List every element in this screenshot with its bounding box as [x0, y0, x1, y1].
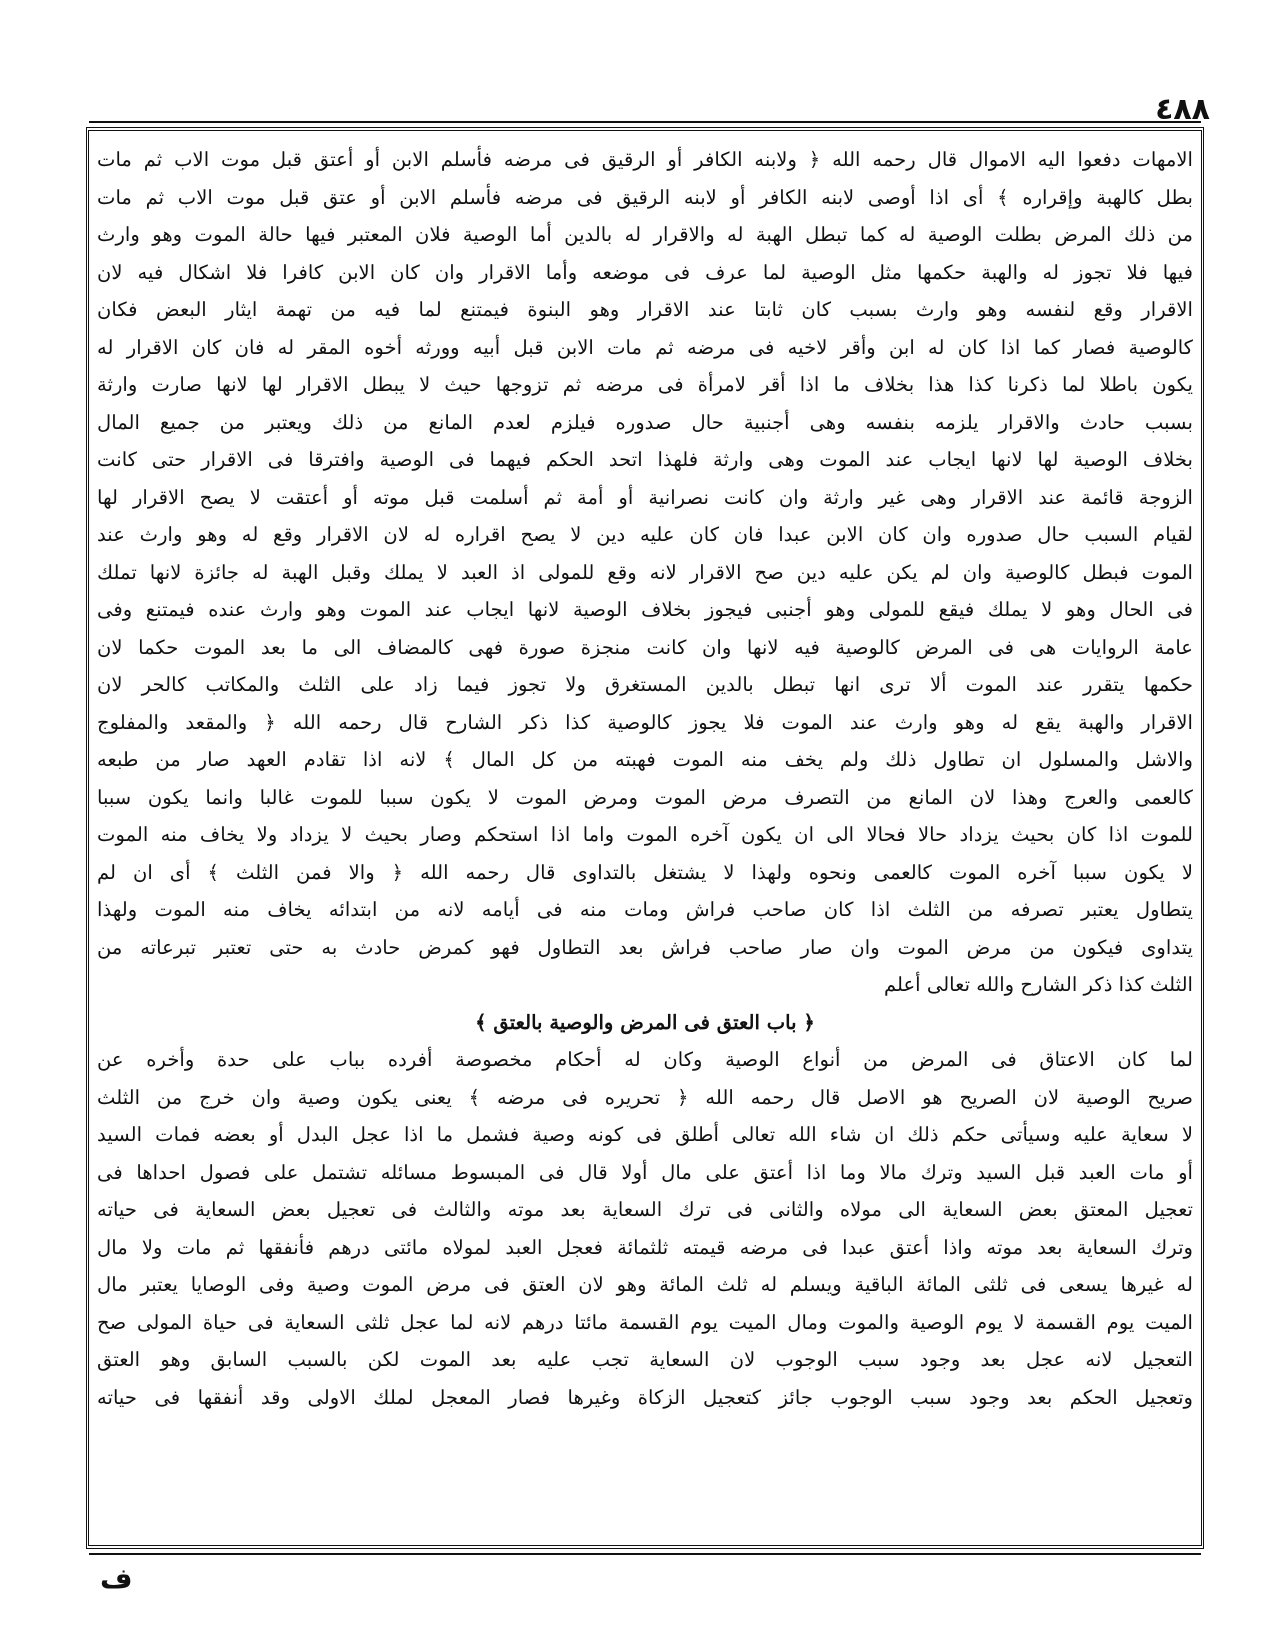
text-line: حكمها يتقرر عند الموت ألا ترى انها تبطل بالدين المستغرق ولا تجوز فيما زاد على الثلث والمكاتب كالحر لان — [97, 673, 1193, 696]
text-line: الاقرار وقع لنفسه وهو وارث بسبب كان ثابتا عند الاقرار وهو البنوة فيمتنع لما فيه من تهمة ايثار البعض فكان — [97, 298, 1193, 321]
text-frame — [86, 127, 1204, 1549]
text-line: من ذلك المرض بطلت الوصية له كما تبطل الهبة له والاقرار له بالدين أما الوصية فلان المعتبر فيها حالة الموت وهو وارث — [97, 223, 1193, 246]
text-line: بطل كالهبة وإقراره ﴾ أى اذا أوصى لابنه الكافر أو لابنه الرقيق فى مرضه فأسلم الابن أو عتق قبل موت الاب ثم مات — [97, 185, 1193, 209]
text-line: الموت فبطل كالوصية وان لم يكن عليه دين صح الاقرار لانه وقع للمولى اذ العبد لا يملك وقبل الهبة له جائزة لانها تملك — [97, 560, 1193, 584]
text-line: الميت يوم القسمة لا يوم الوصية والموت ومال الميت يوم القسمة مائتا درهم لانه لما عجل ثلثى السعاية فى حياة المولى صح — [97, 1310, 1193, 1334]
text-line: فيها فلا تجوز له والهبة حكمها مثل الوصية لما عرف فى موضعه وأما الاقرار وان كان الابن كافرا فلا اشكال فيه لان — [97, 260, 1193, 284]
text-line: عامة الروايات هى فى المرض كالوصية فيه لانها وان كانت منجزة صورة فهى كالمضاف الى ما بعد الموت حكما لان — [97, 635, 1193, 659]
text-line: لا يكون سببا آخره الموت كالعمى ونحوه ولهذا لا يشتغل بالتداوى قال رحمه الله ﴿ والا فمن الثلث ﴾ أى ان لم — [97, 860, 1193, 884]
text-line: الاقرار والهبة يقع له وهو وارث عند الموت فلا يجوز كالوصية كذا ذكر الشارح قال رحمه الله ﴿ والمقعد والمفلوج — [97, 710, 1193, 734]
text-line: لقيام السبب حال صدوره وان كان الابن عبدا فان كان عليه دين لا يصح اقراره له لان الاقرار وقع له وهو وارث عند — [97, 523, 1193, 546]
text-line: لما كان الاعتاق فى المرض من أنواع الوصية وكان له أحكام مخصوصة أفرده بباب على حدة وأخره عن — [97, 1048, 1193, 1071]
text-line: صريح الوصية لان الصريح هو الاصل قال رحمه الله ﴿ تحريره فى مرضه ﴾ يعنى يكون وصية وان خرج من الثلث — [97, 1085, 1193, 1109]
text-line: وتعجيل الحكم بعد وجود سبب الوجوب جائز كتعجيل الزكاة وغيرها فصار المعجل لملك الاولى وقد أنفقها فى حياته — [97, 1385, 1193, 1409]
text-line: فى الحال وهو لا يملك فيقع للمولى وهو أجنبى فيجوز بخلاف الوصية لانها ايجاب عند الموت وهو وارث عنده فيمتنع وفى — [97, 598, 1193, 621]
chapter-heading: ﴿ باب العتق فى المرض والوصية بالعتق ﴾ — [475, 1010, 815, 1034]
text-line: يتطاول يعتبر تصرفه من الثلث اذا كان صاحب فراش ومات منه فى أيامه لانه من ابتدائه يخاف منه الموت ولهذا — [97, 898, 1193, 921]
text-line: أو مات العبد قبل السيد وترك مالا وما اذا أعتق على مال أولا قال فى المبسوط مسائله تشتمل على فصول احداها فى — [97, 1160, 1193, 1184]
catchword: ف — [100, 1562, 133, 1595]
page-number: ٤٨٨ — [1155, 92, 1210, 127]
text-line: بسبب حادث والاقرار يلزمه بنفسه وهى أجنبية حال صدوره فيلزم لعدم المانع من ذلك ويعتبر من جميع المال — [97, 410, 1193, 434]
text-line: كالعمى والعرج وهذا لان المانع من التصرف مرض الموت ومرض الموت لا يكون سببا للموت غالبا وانما يكون سببا — [97, 785, 1193, 809]
text-line: التعجيل لانه عجل بعد وجود سبب الوجوب لان السعاية تجب عليه بعد الموت لكن بالسبب السابق وهو العتق — [97, 1348, 1193, 1371]
text-line: تعجيل المعتق بعض السعاية الى مولاه والثانى فى ترك السعاية بعد موته والثالث فى تعجيل بعض السعاية فى حياته — [97, 1198, 1193, 1221]
text-line: لا سعاية عليه وسيأتى حكم ذلك ان شاء الله تعالى أطلق فى كونه وصية فشمل ما اذا عجل البدل أو بعضه فمات السيد — [97, 1123, 1193, 1146]
text-line: والاشل والمسلول ان تطاول ذلك ولم يخف منه الموت فهبته من كل المال ﴾ لانه اذا تقادم العهد صار من طبعه — [97, 748, 1193, 771]
text-line: بخلاف الوصية لها لانها ايجاب عند الموت وهى وارثة فلهذا اتحد الحكم فيهما فى الوصية وافترقا فى الاقرار حتى كانت — [97, 448, 1193, 471]
text-line: يتداوى فيكون من مرض الموت وان صار صاحب فراش بعد التطاول فهو كمرض حادث به حتى تعتبر تبرعاته من — [97, 935, 1193, 959]
text-line: له غيرها يسعى فى ثلثى المائة الباقية ويسلم له ثلث المائة وهو لان العتق فى مرض الموت وصية وفى الوصايا يعتبر مال — [97, 1273, 1193, 1296]
text-line: الامهات دفعوا اليه الاموال قال رحمه الله ﴿ ولابنه الكافر أو الرقيق فى مرضه فأسلم الابن أو أعتق قبل موت الاب ثم مات — [97, 148, 1193, 171]
text-line: الثلث كذا ذكر الشارح والله تعالى أعلم — [883, 973, 1193, 996]
text-line: الزوجة قائمة عند الاقرار وهى غير وارثة وان كانت نصرانية أو أمة ثم أسلمت قبل موته أو أعتقت لا يصح الاقرار لها — [97, 485, 1193, 509]
text-line: للموت اذا كان بحيث يزداد حالا فحالا الى ان يكون آخره الموت واما اذا استحكم وصار بحيث لا يزداد ولا يخاف منه الموت — [97, 823, 1193, 846]
text-line: وترك السعاية بعد موته واذا أعتق عبدا فى مرضه قيمته ثلثمائة فعجل العبد لمولاه مائتى درهم فأنفقها ثم مات ولا مال — [97, 1235, 1193, 1259]
text-body — [97, 141, 1193, 1416]
text-line: كالوصية فصار كما اذا كان له ابن وأقر لاخيه فى مرضه ثم مات الابن قبل أبيه وورثه أخوه المقر له فان كان الاقرار له — [97, 335, 1193, 359]
text-line: يكون باطلا لما ذكرنا كذا هذا بخلاف ما اذا أقر لامرأة فى مرضه ثم تزوجها حيث لا يبطل الاقرار لها لانها صارت وارثة — [97, 373, 1193, 396]
